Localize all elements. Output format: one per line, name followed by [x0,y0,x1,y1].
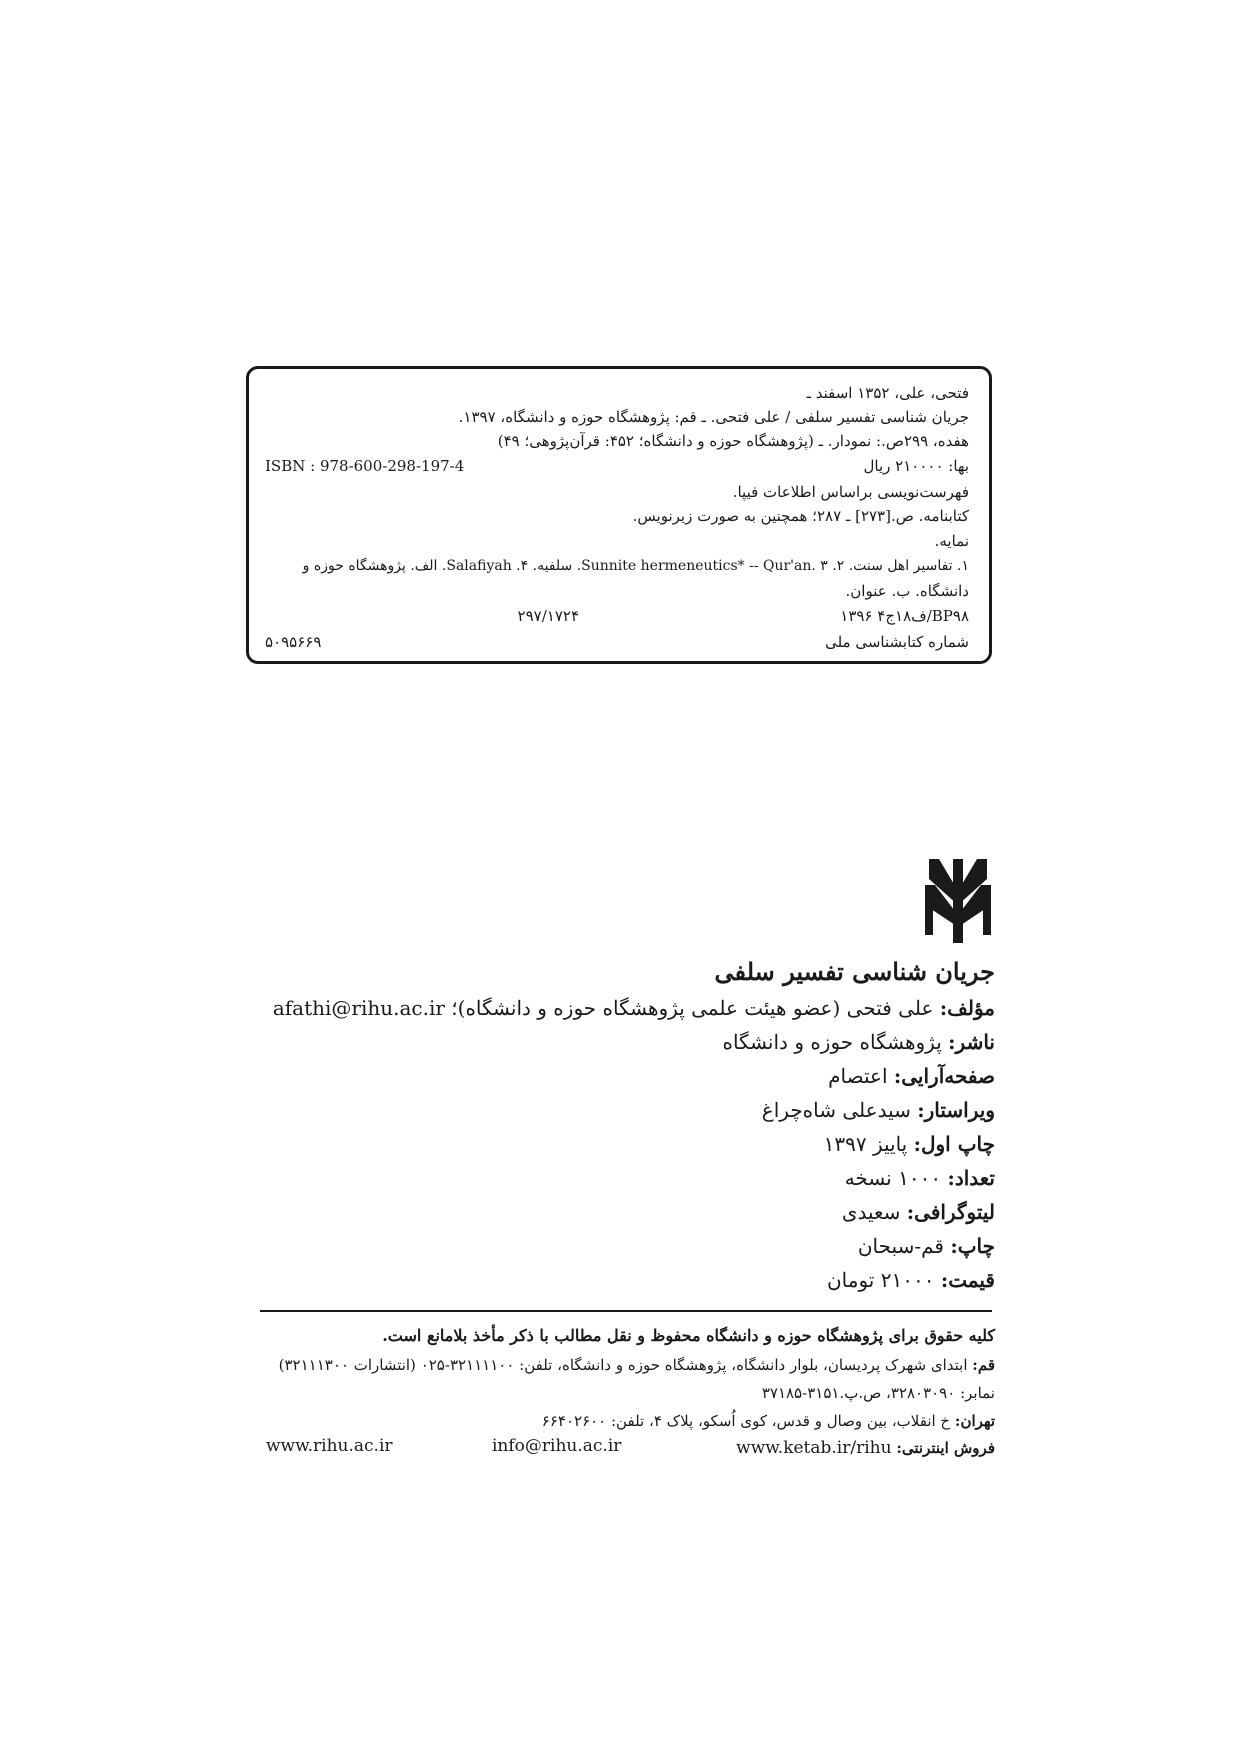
cip-line: فهرست‌نویسی براساس اطلاعات فیپا. [732,483,969,501]
info-row-label: چاپ اول: [913,1132,995,1156]
info-row [824,1132,995,1156]
info-row-value: سیدعلی شاه‌چراغ [761,1098,911,1122]
info-row-label: چاپ: [950,1234,995,1258]
info-row-label: ویراستار: [917,1098,995,1122]
rights-notice: کلیه حقوق برای پژوهشگاه حوزه و دانشگاه محفوظ و نقل مطالب با ذکر مأخذ بلامانع است. [382,1326,995,1345]
qom-text: ابتدای شهرک پردیسان، بلوار دانشگاه، پژوهشگاه حوزه و دانشگاه، تلفن: ۳۲۱۱۱۱۰۰-۰۲۵ (انتشارات ۳۲۱۱۱۳۰۰) [278,1356,968,1374]
info-row [827,1268,995,1292]
online-label: فروش اینترنتی: [896,1439,995,1457]
cip-line: شماره کتابشناسی ملی [825,633,969,651]
author-label: مؤلف: [939,996,995,1020]
website-link[interactable]: www.rihu.ac.ir [266,1436,393,1456]
info-row [858,1234,995,1258]
info-row-label: صفحه‌آرایی: [893,1064,995,1088]
info-row [828,1064,995,1088]
info-row-value: اعتصام [828,1064,888,1088]
cip-box [246,366,992,664]
info-email[interactable]: info@rihu.ac.ir [492,1436,622,1456]
qom-label: قم: [972,1356,995,1374]
info-row-value: ۲۱۰۰۰ تومان [826,1268,935,1292]
fax-line: نمابر: ۳۲۸۰۳۰۹۰، ص.پ.۳۱۵۱-۳۷۱۸۵ [761,1384,995,1402]
info-row [842,1200,995,1224]
cip-line: هفده، ۲۹۹ص.: نمودار. ـ (پژوهشگاه حوزه و دانشگاه؛ ۴۵۲: قرآن‌پژوهی؛ ۴۹) [497,432,969,450]
info-row-value: قم-سبحان [857,1234,944,1258]
info-row-value: پاییز ۱۳۹۷ [823,1132,908,1156]
isbn: ISBN : 978-600-298-197-4 [265,457,465,475]
rihu-logo-icon [925,855,991,945]
book-title: جریان شناسی تفسیر سلفی [714,957,995,986]
author-value: علی فتحی (عضو هیئت علمی پژوهشگاه حوزه و دانشگاه)؛ [451,996,934,1020]
info-row-label: ناشر: [948,1030,995,1054]
info-row-value: سعیدی [841,1200,901,1224]
cip-line: BP۹۸/ف۱۸ج۴ ۱۳۹۶ [840,607,969,625]
tehran-label: تهران: [954,1412,995,1430]
online-url[interactable]: www.ketab.ir/rihu [736,1438,892,1458]
cip-line: جریان شناسی تفسیر سلفی / علی فتحی. ـ قم: پژوهشگاه حوزه و دانشگاه، ۱۳۹۷. [458,408,969,426]
tehran-address [542,1412,995,1430]
dewey-number: ۲۹۷/۱۷۲۴ [517,607,579,625]
info-row-value: پژوهشگاه حوزه و دانشگاه [722,1030,942,1054]
divider [260,1310,992,1312]
online-sales [736,1438,995,1458]
info-row [845,1166,995,1190]
info-row-value: ۱۰۰۰ نسخه [844,1166,942,1190]
cip-line: دانشگاه. ب. عنوان. [845,582,969,600]
info-row-label: تعداد: [947,1166,995,1190]
national-number: ۵۰۹۵۶۶۹ [265,633,322,651]
cip-line: نمایه. [934,532,969,550]
author-line [273,996,995,1020]
info-row [722,1030,995,1054]
author-email[interactable]: afathi@rihu.ac.ir [272,996,445,1020]
tehran-text: خ انقلاب، بین وصال و قدس، کوی اُسکو، پلاک ۴، تلفن: ۶۶۴۰۲۶۰۰ [541,1412,951,1430]
info-row-label: لیتوگرافی: [906,1200,995,1224]
info-row [762,1098,995,1122]
cip-line: بها: ۲۱۰۰۰۰ ریال [863,457,969,475]
qom-address [279,1356,995,1374]
cip-line: کتابنامه. ص.[۲۷۳] ـ ۲۸۷؛ همچنین به صورت زیرنویس. [632,507,969,525]
info-row-label: قیمت: [940,1268,995,1292]
cip-line: ۱. تفاسیر اهل سنت. ۲. Sunnite hermeneutics* -- Qur'an. ۳. سلفیه. ۴. Salafiyah. الف. پژوهشگاه حوزه و [302,558,969,574]
cip-line: فتحی، علی، ۱۳۵۲ اسفند ـ [806,384,969,402]
